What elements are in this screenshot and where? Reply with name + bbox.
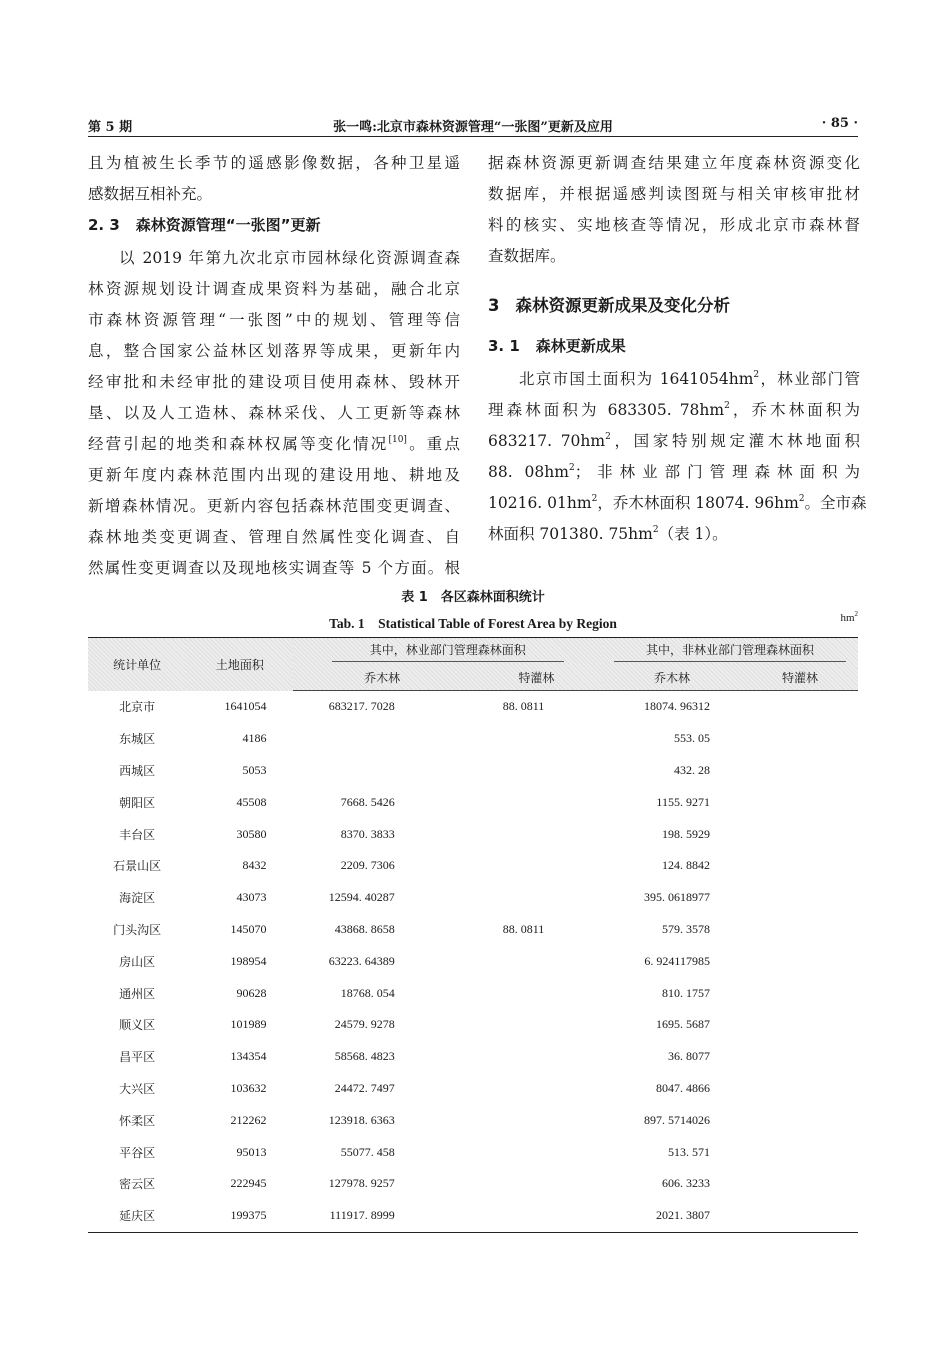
cell-unit: 密云区 <box>119 1177 156 1192</box>
cell-nonforestry-shrub <box>742 1168 858 1200</box>
cell-land: 90628 <box>236 985 267 1000</box>
section-title: 森林更新成果 <box>535 337 626 355</box>
cell-unit: 通州区 <box>119 986 156 1001</box>
text-fragment: 林面积 701380. 75hm <box>488 525 653 543</box>
superscript: 2 <box>591 494 598 504</box>
cell-forestry-shrub <box>471 1009 602 1041</box>
section-number: 3 <box>488 296 500 315</box>
text-line: 查数据库。 <box>488 247 566 265</box>
group-label: 其中，林业部门管理森林面积 <box>332 641 564 662</box>
cell-land: 198954 <box>230 953 267 968</box>
text-line: 且为植被生长季节的遥感影像数据，各种卫星遥 <box>88 154 460 172</box>
cell-nonforestry-shrub <box>742 691 858 723</box>
cell-nonforestry-shrub <box>742 1200 858 1232</box>
cell-forestry-shrub <box>471 1104 602 1136</box>
text-fragment: ，乔木林面积为 <box>729 401 860 419</box>
cell-unit: 丰台区 <box>119 827 156 842</box>
cell-nonforestry-arbor: 2021. 3807 <box>602 1200 742 1232</box>
cell-forestry-shrub: 88. 0811 <box>502 699 545 714</box>
text-line: 林资源规划设计调查成果资料为基础，融合北京 <box>88 280 460 298</box>
cell-nonforestry-shrub <box>742 977 858 1009</box>
cell-forestry-arbor: 18768. 054 <box>340 985 395 1000</box>
cell-land: 45508 <box>236 794 267 809</box>
text-line <box>488 395 860 426</box>
table-row <box>88 882 858 914</box>
superscript: 2 <box>798 494 805 504</box>
cell-land: 101989 <box>230 1017 267 1032</box>
cell-forestry-arbor: 111917. 8999 <box>293 1200 470 1232</box>
text-line <box>88 429 460 460</box>
cell-nonforestry-arbor: 553. 05 <box>673 731 710 746</box>
cell-nonforestry-arbor: 513. 571 <box>667 1144 710 1159</box>
text-fragment: 10216. 01hm <box>488 494 592 512</box>
cell-forestry-shrub <box>471 818 602 850</box>
text-line <box>488 364 860 395</box>
text-line: 息，整合国家公益林区划落界等成果，更新年内 <box>88 342 460 360</box>
table-row <box>88 818 858 850</box>
cell-forestry-shrub <box>471 1200 602 1232</box>
header-unit: 统计单位 <box>88 638 186 691</box>
text-line: 更新年度内森林范围内出现的建设用地、耕地及 <box>88 466 460 484</box>
superscript: 2 <box>652 525 659 535</box>
cell-unit: 海淀区 <box>119 891 156 906</box>
cell-forestry-shrub <box>471 1136 602 1168</box>
section-heading-3 <box>488 290 860 321</box>
table-row <box>88 691 858 723</box>
text-line: 然属性变更调查以及现地核实调查等 5 个方面。根 <box>88 559 460 577</box>
table-row <box>88 1073 858 1105</box>
header-nonforestry-shrub: 特灌林 <box>742 664 858 691</box>
cell-forestry-arbor: 63223. 64389 <box>328 953 395 968</box>
cell-nonforestry-shrub <box>742 1009 858 1041</box>
text-line: 据森林资源更新调查结果建立年度森林资源变化 <box>488 154 860 172</box>
table-row <box>88 1200 858 1232</box>
table-row <box>88 945 858 977</box>
cell-nonforestry-arbor: 8047. 4866 <box>655 1080 710 1095</box>
cell-land: 43073 <box>236 890 267 905</box>
text-fragment: 北京市国土面积为 1641054hm <box>519 370 754 388</box>
text-fragment: ，林业部门管 <box>759 370 860 388</box>
text-fragment: 683217. 70hm <box>488 432 606 450</box>
cell-forestry-shrub <box>471 850 602 882</box>
cell-nonforestry-arbor: 198. 5929 <box>661 826 710 841</box>
table-row <box>88 914 858 946</box>
issue-number: 第 5 期 <box>88 120 133 135</box>
cell-nonforestry-arbor: 579. 3578 <box>661 921 710 936</box>
text-line: 垦、以及人工造林、森林采伐、人工更新等森林 <box>88 404 460 422</box>
cell-nonforestry-arbor: 1155. 9271 <box>656 794 710 809</box>
cell-unit: 平谷区 <box>119 1145 156 1160</box>
cell-forestry-arbor: 8370. 3833 <box>340 826 395 841</box>
cell-nonforestry-shrub <box>742 945 858 977</box>
header-forestry-group <box>293 638 602 665</box>
cell-forestry-shrub <box>471 786 602 818</box>
cell-forestry-arbor: 123918. 6363 <box>328 1112 395 1127</box>
unit-superscript: 2 <box>854 610 858 618</box>
cell-forestry-arbor: 58568. 4823 <box>334 1049 395 1064</box>
cell-nonforestry-shrub <box>742 1041 858 1073</box>
cell-land: 199375 <box>186 1200 293 1232</box>
cell-forestry-arbor <box>293 755 470 787</box>
unit-text: hm <box>840 612 855 624</box>
forest-area-table <box>88 637 858 1233</box>
cell-forestry-shrub <box>471 755 602 787</box>
cell-unit: 大兴区 <box>119 1081 156 1096</box>
cell-land: 95013 <box>236 1144 267 1159</box>
header-nonforestry-group <box>602 638 858 665</box>
cell-unit: 朝阳区 <box>119 795 156 810</box>
text-fragment: 88. 08hm <box>488 463 569 481</box>
superscript: 2 <box>568 463 575 473</box>
text-line <box>488 426 860 457</box>
cell-forestry-arbor: 2209. 7306 <box>340 858 395 873</box>
section-title: 森林资源更新成果及变化分析 <box>515 296 730 315</box>
superscript: 2 <box>753 370 760 380</box>
cell-unit: 延庆区 <box>88 1200 186 1232</box>
cell-forestry-arbor: 24472. 7497 <box>334 1080 395 1095</box>
cell-nonforestry-shrub <box>742 850 858 882</box>
table-row <box>88 755 858 787</box>
header-rule <box>88 136 858 137</box>
table-row <box>88 1168 858 1200</box>
cell-nonforestry-shrub <box>742 755 858 787</box>
cell-land: 222945 <box>230 1176 267 1191</box>
cell-nonforestry-shrub <box>742 723 858 755</box>
table-row <box>88 723 858 755</box>
cell-unit: 昌平区 <box>119 1050 156 1065</box>
cell-land: 30580 <box>236 826 267 841</box>
left-column <box>88 148 460 584</box>
cell-forestry-arbor: 43868. 8658 <box>334 921 395 936</box>
table-row <box>88 786 858 818</box>
text-fragment: （表 1）。 <box>658 525 728 543</box>
text-line: 市森林资源管理“一张图”中的规划、管理等信 <box>88 311 460 329</box>
cell-land: 212262 <box>230 1112 267 1127</box>
text-line: 新增森林情况。更新内容包括森林范围变更调查、 <box>88 497 460 515</box>
cell-forestry-shrub: 88. 0811 <box>502 921 545 936</box>
cell-forestry-shrub <box>471 1073 602 1105</box>
cell-nonforestry-arbor: 18074. 96312 <box>643 699 710 714</box>
text-line <box>488 457 860 488</box>
cell-land: 145070 <box>230 921 267 936</box>
cell-unit: 房山区 <box>119 954 156 969</box>
cell-nonforestry-arbor: 432. 28 <box>673 762 710 777</box>
cell-nonforestry-shrub <box>742 818 858 850</box>
cell-nonforestry-shrub <box>742 914 858 946</box>
text-fragment: ，乔木林面积 18074. 96hm <box>597 494 799 512</box>
text-line: 数据库，并根据遥感判读图斑与相关审核审批材 <box>488 185 860 203</box>
cell-unit: 石景山区 <box>113 859 162 874</box>
section-number: 2. 3 <box>88 216 120 234</box>
cell-land: 4186 <box>242 731 267 746</box>
text-line: 经审批和未经审批的建设项目使用森林、毁林开 <box>88 373 460 391</box>
cell-nonforestry-shrub <box>742 786 858 818</box>
text-fragment: ，国家特别规定灌木林地面积 <box>610 432 860 450</box>
section-number: 3. 1 <box>488 337 520 355</box>
text-fragment: 。全市森 <box>804 494 867 512</box>
cell-unit: 怀柔区 <box>119 1113 156 1128</box>
header-land-area: 土地面积 <box>186 638 293 691</box>
table-row <box>88 977 858 1009</box>
cell-nonforestry-shrub <box>742 1136 858 1168</box>
group-label: 其中，非林业部门管理森林面积 <box>614 641 846 662</box>
table-row <box>88 850 858 882</box>
cell-nonforestry-arbor: 124. 8842 <box>661 858 710 873</box>
cell-forestry-arbor: 127978. 9257 <box>328 1176 395 1191</box>
cell-forestry-shrub <box>471 977 602 1009</box>
cell-land: 103632 <box>230 1080 267 1095</box>
cell-nonforestry-arbor: 606. 3233 <box>661 1176 710 1191</box>
table-row <box>88 1009 858 1041</box>
cell-unit: 东城区 <box>119 732 156 747</box>
header-nonforestry-arbor: 乔木林 <box>602 664 742 691</box>
text-line: 料的核实、实地核查等情况，形成北京市森林督 <box>488 216 860 234</box>
section-title: 森林资源管理“一张图”更新 <box>135 216 321 234</box>
cell-forestry-shrub <box>471 1041 602 1073</box>
cell-nonforestry-arbor: 897. 5714026 <box>643 1112 710 1127</box>
table-caption-cn: 表 1 各区森林面积统计 <box>401 590 545 605</box>
superscript: 2 <box>724 401 730 411</box>
header-forestry-shrub: 特灌林 <box>471 664 602 691</box>
citation: [10] <box>388 435 407 445</box>
cell-unit: 门头沟区 <box>113 922 162 937</box>
text-fragment: 经营引起的地类和森林权属等变化情况 <box>88 435 389 453</box>
cell-unit: 西城区 <box>119 763 156 778</box>
cell-unit: 北京市 <box>119 700 156 715</box>
cell-forestry-shrub <box>471 882 602 914</box>
text-line: 感数据互相补充。 <box>88 185 213 203</box>
right-column <box>488 148 867 550</box>
text-line <box>488 488 867 519</box>
cell-forestry-shrub <box>471 945 602 977</box>
table-row <box>88 1136 858 1168</box>
cell-land: 1641054 <box>224 699 267 714</box>
cell-nonforestry-shrub <box>742 1073 858 1105</box>
text-line: 森林地类变更调查、管理自然属性变化调查、自 <box>88 528 460 546</box>
cell-forestry-arbor: 55077. 458 <box>340 1144 395 1159</box>
cell-forestry-shrub <box>471 723 602 755</box>
running-head <box>88 116 858 134</box>
section-heading-3-1 <box>488 331 860 362</box>
cell-nonforestry-shrub <box>742 1104 858 1136</box>
cell-forestry-arbor: 7668. 5426 <box>340 794 395 809</box>
cell-land: 134354 <box>230 1049 267 1064</box>
article-title: 张一鸣:北京市森林资源管理“一张图”更新及应用 <box>333 120 613 135</box>
table-row <box>88 1104 858 1136</box>
cell-nonforestry-arbor: 36. 8077 <box>667 1049 710 1064</box>
cell-unit: 顺义区 <box>119 1018 156 1033</box>
cell-nonforestry-arbor: 6. 924117985 <box>644 953 710 968</box>
table-row <box>88 1041 858 1073</box>
cell-nonforestry-arbor: 395. 0618977 <box>643 890 710 905</box>
cell-forestry-arbor: 683217. 7028 <box>328 699 395 714</box>
text-line: 以 2019 年第九次北京市园林绿化资源调查森 <box>119 249 460 267</box>
table-unit <box>840 612 858 624</box>
header-forestry-arbor: 乔木林 <box>293 664 470 691</box>
cell-nonforestry-arbor: 810. 1757 <box>661 985 710 1000</box>
superscript: 2 <box>605 432 611 442</box>
table-caption-en: Tab. 1 Statistical Table of Forest Area by Region <box>329 616 617 631</box>
cell-forestry-arbor: 12594. 40287 <box>328 890 395 905</box>
text-fragment: ；非林业部门管理森林面积为 <box>574 463 860 481</box>
cell-land: 5053 <box>242 762 267 777</box>
cell-nonforestry-arbor: 1695. 5687 <box>655 1017 710 1032</box>
section-heading-2-3 <box>88 210 460 241</box>
cell-forestry-arbor: 24579. 9278 <box>334 1017 395 1032</box>
text-fragment: 理森林面积为 683305. 78hm <box>488 401 725 419</box>
cell-forestry-shrub <box>471 1168 602 1200</box>
cell-nonforestry-shrub <box>742 882 858 914</box>
cell-land: 8432 <box>242 858 267 873</box>
page-number: · 85 · <box>821 116 858 131</box>
text-line <box>488 519 860 550</box>
cell-forestry-arbor <box>293 723 470 755</box>
text-fragment: 。重点 <box>406 435 460 453</box>
